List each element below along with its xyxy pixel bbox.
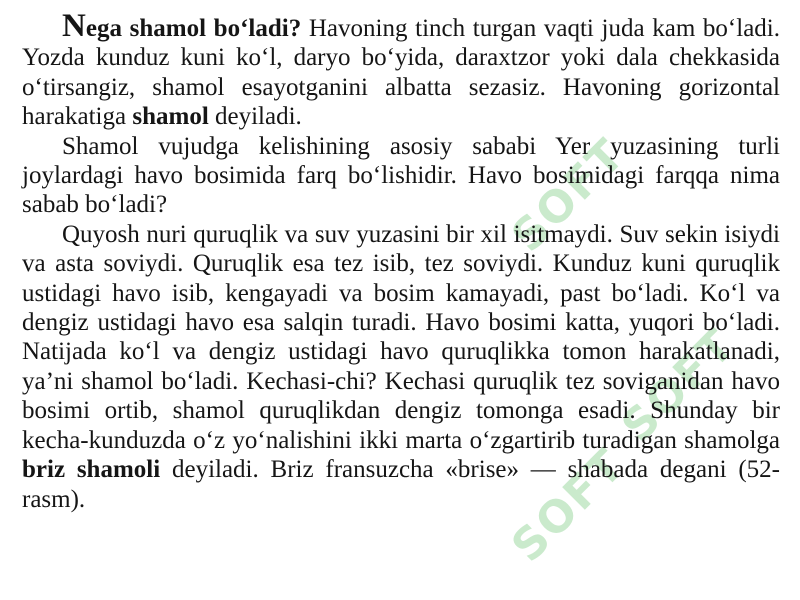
watermark-text: SOFT (612, 318, 746, 453)
watermark-text: SOFT (502, 128, 636, 263)
paragraph-2: Shamol vujudga kelishining asosiy sababi Yer yuzasining turli joylardagi havo bosimida farq bo‘lishidir. Havo bosimidagi farqqa nima sabab bo‘ladi? (22, 132, 780, 219)
paragraph-1-body: Havoning tinch turgan vaqti juda kam bo‘ladi. Yozda kunduz kuni ko‘l, daryo bo‘yida, daraxtzor yoki dala chekkasida o‘tirsangiz, shamol esayotganini albatta sezasiz. Havoning gorizontal harakatiga (22, 15, 780, 131)
paragraph-1 (22, 10, 780, 132)
paragraph-3 (22, 220, 780, 514)
paragraph-3-tail: deyiladi. Briz fransuzcha «brise» — shabada degani (52- rasm). (22, 456, 780, 513)
section-heading (62, 8, 302, 44)
document-page (22, 10, 780, 514)
heading-text: ega shamol bo‘ladi? (85, 15, 302, 42)
watermark-text: SOFT (502, 438, 636, 573)
paragraph-1-tail: deyiladi. (208, 103, 302, 131)
term-briz-shamoli: briz shamoli (22, 456, 161, 484)
dropcap-letter: N (62, 8, 86, 44)
term-shamol: shamol (132, 103, 209, 131)
paragraph-3-body: Quyosh nuri quruqlik va suv yuzasini bir xil isitmaydi. Suv sekin isiydi va asta soviydi. Quruqlik esa tez isib, tez soviydi. Kunduz kuni quruqlik ustidagi havo isib, kengayadi va bosim kamayadi, past bo‘ladi. Ko‘l va dengiz ustidagi havo esa salqin turadi. Havo bosimi katta, yuqori bo‘ladi. Natijada ko‘l va dengiz ustidagi havo quruqlikka tomon harakatlanadi, ya’ni shamol bo‘ladi. Kechasi-chi? Kechasi quruqlik tez soviganidan havo bosimi ortib, shamol quruqlikdan dengiz tomonga esadi. Shunday bir kecha-kunduzda o‘z yo‘nalishini ikki marta o‘zgartirib turadigan shamolga (22, 220, 780, 454)
